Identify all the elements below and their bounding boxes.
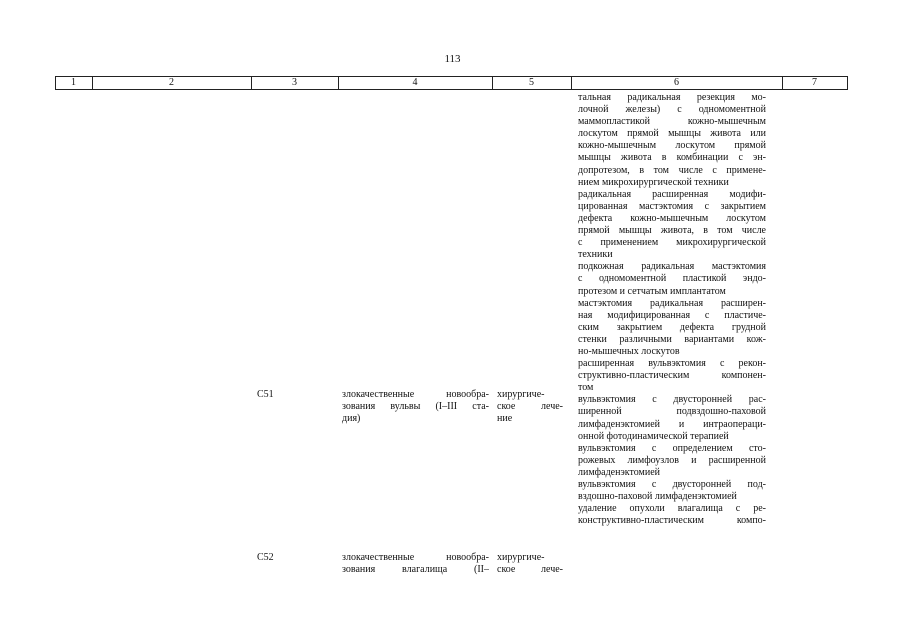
icd-code-c51: C51	[257, 389, 274, 400]
text-line: том	[578, 382, 594, 394]
text-line: вульвэктомия с определением сто-	[578, 442, 766, 454]
text-line: с одномоментной пластикой эндо-	[578, 273, 766, 285]
text-line: дия)	[342, 413, 361, 425]
text-line: подкожная радикальная мастэктомия	[578, 261, 766, 273]
text-line: лимфаденэктомией и интраопераци-	[578, 418, 766, 430]
text-line: нием микрохирургической техники	[578, 176, 729, 188]
text-line: цированная мастэктомия с закрытием	[578, 200, 766, 212]
table-header	[55, 76, 848, 90]
text-line: зования влагалища (II–	[342, 564, 489, 576]
header-bottom-rule	[55, 89, 848, 90]
text-line: лочной железы) с одномоментной	[578, 104, 766, 116]
text-line: злокачественные новообра-	[342, 389, 489, 400]
text-line: мастэктомия радикальная расширен-	[578, 297, 766, 309]
text-line: радикальная расширенная модифи-	[578, 188, 766, 200]
text-line: дефекта кожно-мышечным лоскутом	[578, 212, 766, 224]
text-line: онной фотодинамической терапией	[578, 430, 729, 442]
header-col-4: 4	[412, 77, 418, 88]
diagnosis-c52	[342, 552, 489, 576]
icd-code-c52: C52	[257, 552, 274, 563]
treatment-type-c51	[497, 389, 563, 425]
text-line: кожно-мышечным лоскутом прямой	[578, 140, 766, 152]
text-line: мышцы живота в комбинации с эн-	[578, 152, 766, 164]
header-col-7: 7	[812, 77, 817, 88]
text-line: вульвэктомия с двусторонней рас-	[578, 394, 766, 406]
text-line: стенки различными вариантами кож-	[578, 333, 766, 345]
column-6-text	[578, 92, 766, 527]
text-line: ское лече-	[497, 564, 563, 576]
text-line: злокачественные новообра-	[342, 552, 489, 563]
text-line: ским закрытием дефекта грудной	[578, 321, 766, 333]
diagnosis-c51	[342, 389, 489, 425]
text-line: конструктивно-пластическим компо-	[578, 515, 766, 527]
text-line: ная модифицированная с пластиче-	[578, 309, 766, 321]
text-line: но-мышечных лоскутов	[578, 345, 680, 357]
text-line: удаление опухоли влагалища с ре-	[578, 503, 766, 515]
text-line: вульвэктомия с двусторонней под-	[578, 479, 766, 490]
text-line: протезом и сетчатым имплантатом	[578, 285, 726, 297]
text-line: хирургиче-	[497, 389, 545, 400]
header-col-6: 6	[674, 77, 679, 88]
text-line: лимфаденэктомией	[578, 466, 661, 478]
header-divider	[847, 76, 848, 90]
text-line: структивно-пластическим компонен-	[578, 370, 766, 382]
text-line: прямой мышцы живота, в том числе	[578, 225, 766, 237]
text-line: техники	[578, 249, 613, 261]
text-line: с применением микрохирургической	[578, 237, 766, 249]
text-line: маммопластикой кожно-мышечным	[578, 116, 766, 128]
text-line: расширенная вульвэктомия с рекон-	[578, 358, 766, 370]
text-line: ние	[497, 413, 513, 425]
text-line: рожевых лимфоузлов и расширенной	[578, 454, 766, 466]
treatment-type-c52	[497, 552, 563, 576]
header-col-3: 3	[292, 77, 297, 88]
page-number: 113	[444, 53, 461, 65]
text-line: тальная радикальная резекция мо-	[578, 92, 766, 103]
header-col-1: 1	[71, 77, 76, 88]
header-col-2: 2	[169, 77, 174, 88]
text-line: вздошно-паховой лимфаденэктомией	[578, 491, 737, 503]
text-line: лоскутом прямой мышцы живота или	[578, 128, 766, 140]
text-line: зования вульвы (I–III ста-	[342, 401, 489, 413]
text-line: ское лече-	[497, 401, 563, 413]
header-col-5: 5	[529, 77, 534, 88]
text-line: допротезом, в том числе с примене-	[578, 164, 766, 176]
text-line: ширенной подвздошно-паховой	[578, 406, 766, 418]
text-line: хирургиче-	[497, 552, 545, 563]
